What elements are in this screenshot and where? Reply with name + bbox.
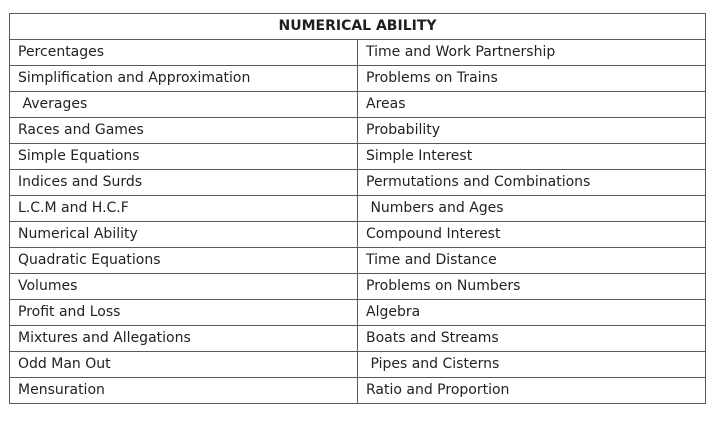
topic-cell: Quadratic Equations	[10, 248, 358, 274]
table-row	[10, 170, 706, 196]
table-header-row	[10, 14, 706, 40]
topic-cell: Problems on Numbers	[358, 274, 706, 300]
topic-cell: Mixtures and Allegations	[10, 326, 358, 352]
table-title: NUMERICAL ABILITY	[10, 14, 706, 40]
topic-cell: Time and Work Partnership	[358, 40, 706, 66]
topic-cell: Probability	[358, 118, 706, 144]
topic-cell: L.C.M and H.C.F	[10, 196, 358, 222]
topic-cell: Pipes and Cisterns	[358, 352, 706, 378]
topic-cell: Simplification and Approximation	[10, 66, 358, 92]
topic-cell: Averages	[10, 92, 358, 118]
table-row	[10, 300, 706, 326]
topic-cell: Numerical Ability	[10, 222, 358, 248]
topic-cell: Algebra	[358, 300, 706, 326]
topic-cell: Odd Man Out	[10, 352, 358, 378]
topic-cell: Volumes	[10, 274, 358, 300]
topic-cell: Boats and Streams	[358, 326, 706, 352]
table-row	[10, 66, 706, 92]
topic-cell: Profit and Loss	[10, 300, 358, 326]
table-row	[10, 196, 706, 222]
topic-cell: Areas	[358, 92, 706, 118]
topic-cell: Simple Interest	[358, 144, 706, 170]
topic-cell: Simple Equations	[10, 144, 358, 170]
topic-cell: Numbers and Ages	[358, 196, 706, 222]
table-row	[10, 222, 706, 248]
topic-cell: Compound Interest	[358, 222, 706, 248]
table-row	[10, 248, 706, 274]
table-row	[10, 40, 706, 66]
topic-cell: Races and Games	[10, 118, 358, 144]
table-row	[10, 378, 706, 404]
topic-cell: Problems on Trains	[358, 66, 706, 92]
topics-table	[9, 13, 706, 404]
topic-cell: Permutations and Combinations	[358, 170, 706, 196]
table-row	[10, 274, 706, 300]
topic-cell: Indices and Surds	[10, 170, 358, 196]
topic-cell: Time and Distance	[358, 248, 706, 274]
table-row	[10, 352, 706, 378]
table-row	[10, 92, 706, 118]
table-row	[10, 118, 706, 144]
topic-cell: Ratio and Proportion	[358, 378, 706, 404]
topic-cell: Mensuration	[10, 378, 358, 404]
table-row	[10, 144, 706, 170]
table-row	[10, 326, 706, 352]
topic-cell: Percentages	[10, 40, 358, 66]
